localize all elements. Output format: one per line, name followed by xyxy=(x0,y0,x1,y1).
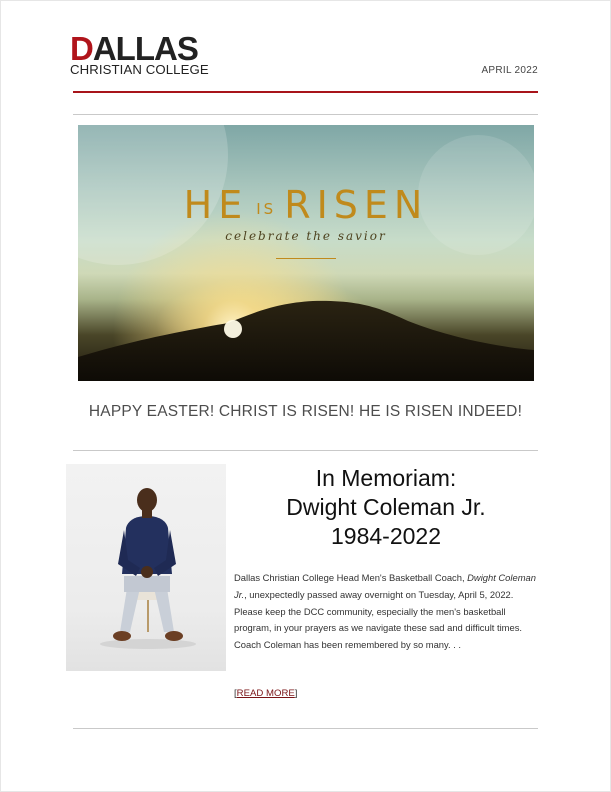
memoriam-title-line: In Memoriam: xyxy=(315,465,457,491)
read-more-link[interactable]: READ MORE xyxy=(236,688,295,699)
logo-wordmark: DALLAS xyxy=(70,30,198,67)
read-more: [READ MORE] xyxy=(234,688,298,699)
section-divider xyxy=(73,450,538,451)
college-logo[interactable] xyxy=(70,30,209,77)
logo-subtitle: CHRISTIAN COLLEGE xyxy=(70,62,209,77)
section-divider xyxy=(73,114,538,115)
hero-subtitle: celebrate the savior xyxy=(225,229,387,243)
hero-landscape xyxy=(78,125,534,381)
memoriam-body: Dallas Christian College Head Men's Basketball Coach, Dwight Coleman Jr., unexpectedly passed away overnight on Tuesday, April 5, 2022. Please keep the DCC community, especially the men's basketball program, in your prayers as we navigate these sad and difficult times. Coach Coleman has been remembered by so many. . . xyxy=(234,572,536,651)
easter-hero-banner xyxy=(78,125,534,381)
easter-message: HAPPY EASTER! CHRIST IS RISEN! HE IS RISEN INDEED! xyxy=(88,403,523,420)
hero-underline xyxy=(276,258,336,259)
section-divider xyxy=(73,728,538,729)
hero-title: HE IS RISEN xyxy=(183,183,429,227)
coach-portrait xyxy=(66,464,226,671)
memoriam-title xyxy=(236,464,536,551)
memoriam-title-years: 1984-2022 xyxy=(331,523,441,549)
header-divider xyxy=(73,91,538,93)
coach-photo xyxy=(66,464,226,671)
issue-date: APRIL 2022 xyxy=(481,65,538,76)
coach-name-italic: Dwight Coleman Jr. xyxy=(234,572,536,600)
memoriam-title-name: Dwight Coleman Jr. xyxy=(286,494,486,520)
sun-glow xyxy=(224,320,242,338)
